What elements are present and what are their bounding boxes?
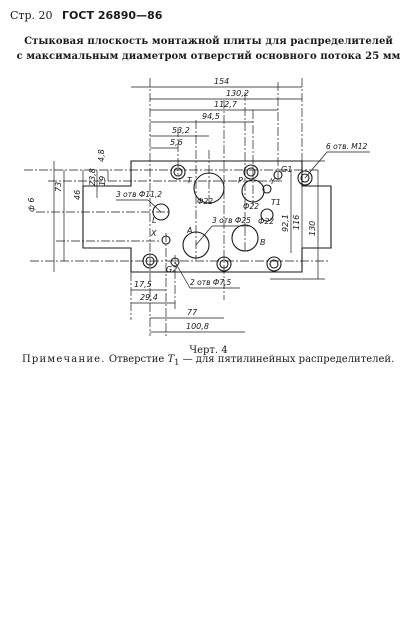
dim-112-7: 112,7	[214, 100, 237, 109]
callout-3-holes-11-2: 3 отв Ф11,2	[116, 190, 163, 199]
dim-23-8: 23,8	[88, 168, 97, 186]
dim-53-2: 53,2	[172, 126, 190, 135]
port-label-G2: G2	[166, 265, 178, 274]
callout-d22-T: Ф22	[197, 197, 213, 206]
port-label-T: T	[187, 176, 192, 185]
tap-hole-1	[171, 165, 185, 179]
note-paragraph	[22, 352, 407, 370]
port-label-P: P	[238, 176, 243, 185]
callout-6-holes-m12: 6 отв. М12	[326, 142, 368, 151]
dim-116: 116	[292, 214, 301, 230]
note-label: Примечание.	[22, 354, 106, 365]
dim-diameter-6: ф 6	[27, 197, 36, 212]
page-number: Стр. 20	[10, 9, 53, 22]
port-label-Y: Y	[270, 177, 275, 186]
port-label-G1: G1	[281, 165, 293, 174]
dim-154: 154	[214, 77, 230, 86]
port-label-X: X	[151, 229, 157, 238]
callout-d22-P: Ф22	[243, 202, 259, 211]
dim-5-6: 5,6	[170, 138, 183, 147]
note-text-after: — для пятилинейных распределителей.	[179, 354, 395, 365]
note-text-before: Отверстие	[108, 354, 168, 365]
figure-caption: Черт. 4	[189, 345, 228, 356]
dim-46: 46	[73, 189, 82, 200]
standard-number: ГОСТ 26890—86	[62, 9, 163, 22]
callout-3-holes-25: 3 отв Ф25	[212, 216, 251, 225]
callout-2-holes-7-5: 2 отв Ф7,5	[190, 278, 232, 287]
dim-100-8: 100,8	[186, 322, 209, 331]
dim-92-1: 92,1	[281, 214, 290, 232]
dim-73: 73	[54, 181, 63, 192]
port-label-T1: T1	[271, 198, 281, 207]
callout-d22-T1: Ф22	[258, 217, 274, 226]
tap-hole-2	[244, 165, 258, 179]
tap-hole-6	[267, 257, 281, 271]
dim-130: 130	[308, 220, 317, 236]
dim-130-2: 130,2	[226, 89, 249, 98]
dim-94-5: 94,5	[202, 112, 220, 121]
port-label-B: B	[260, 238, 266, 247]
port-label-L: L	[152, 216, 157, 225]
dim-29-4: 29,4	[140, 293, 158, 302]
dim-4-8: 4,8	[97, 149, 106, 162]
dim-17-5: 17,5	[134, 280, 152, 289]
note-subscript: 1	[174, 357, 180, 367]
section-title-line-1: Стыковая плоскость монтажной плиты для распределителей	[24, 36, 393, 47]
section-title-line-2: с максимальным диаметром отверстий основного потока 25 мм	[16, 51, 401, 62]
dim-77: 77	[187, 308, 198, 317]
note-symbol: T	[167, 354, 175, 365]
dim-19: 19	[98, 175, 107, 186]
port-label-A: A	[187, 226, 193, 235]
